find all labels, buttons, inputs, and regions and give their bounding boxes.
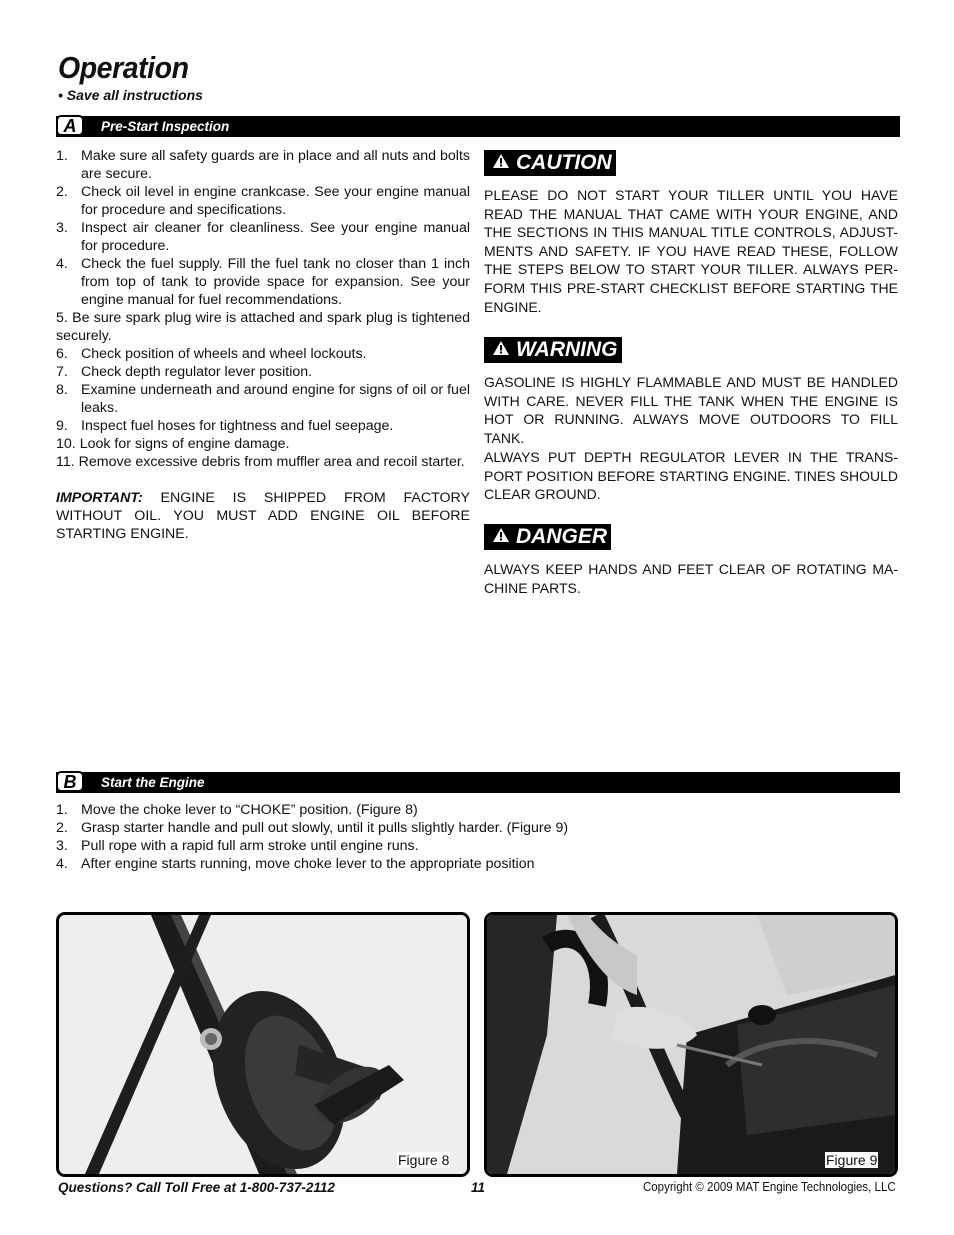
warning-text-1: GASOLINE IS HIGHLY FLAMMABLE AND MUST BE HANDLED WITH CARE. NEVER FILL THE TANK WHEN THE ENGINE IS HOT OR RUNNING. ALWAYS MOVE OUTDOORS TO FILL TANK. (484, 374, 898, 446)
caution-text: PLEASE DO NOT START YOUR TILLER UNTIL YOU HAVE READ THE MANUAL THAT CAME WITH YOUR ENGINE, AND THE SECTIONS IN THIS MANUAL TITLE CONTROLS, ADJUST-MENTS AND SAFETY. IF YOU HAVE READ THESE, FOLLOW THE STEPS BELOW TO START YOUR TILLER. ALWAYS PER-FORM THIS PRE-START CHECKLIST BEFORE STARTING THE ENGINE. (484, 187, 898, 315)
item-text: Inspect air cleaner for cleanliness. See your engine manual for procedure. (81, 220, 470, 254)
list-item (56, 309, 470, 345)
item-number: 3. (56, 220, 68, 236)
important-text: ENGINE IS SHIPPED FROM FACTORY WITHOUT OIL. YOU MUST ADD ENGINE OIL BEFORE STARTING ENGINE. (56, 490, 470, 542)
item-number: 5. (56, 310, 68, 326)
item-text: Check oil level in engine crankcase. See your engine manual for procedure and specifications. (81, 184, 470, 218)
danger-label: DANGER (516, 525, 608, 548)
item-number: 1. (56, 802, 68, 818)
page-number: 11 (471, 1180, 486, 1195)
list-item (56, 855, 856, 873)
item-text: Pull rope with a rapid full arm stroke until engine runs. (81, 838, 419, 854)
section-a-header (56, 116, 900, 137)
item-text: Make sure all safety guards are in place and all nuts and bolts are secure. (81, 148, 470, 182)
section-a-label: Pre-Start Inspection (101, 119, 230, 134)
item-number: 4. (56, 856, 68, 872)
warning-triangle-icon (492, 153, 510, 169)
list-item (56, 819, 856, 837)
item-number: 1. (56, 148, 68, 164)
list-item (56, 345, 470, 363)
item-text: Check depth regulator lever position. (81, 364, 313, 380)
caution-header (484, 150, 616, 176)
item-number: 10. (56, 436, 76, 452)
footer-questions: Questions? Call Toll Free at 1-800-737-2112 (58, 1180, 335, 1195)
item-text: After engine starts running, move choke lever to the appropriate position (81, 856, 535, 872)
list-item (56, 147, 470, 183)
warning-text-2: ALWAYS PUT DEPTH REGULATOR LEVER IN THE TRANS-PORT POSITION BEFORE STARTING ENGINE. TINES SHOULD CLEAR GROUND. (484, 449, 898, 503)
list-item (56, 381, 470, 417)
footer-copyright: Copyright © 2009 MAT Engine Technologies, LLC (643, 1180, 896, 1194)
item-text: Remove excessive debris from muffler area and recoil starter. (78, 454, 465, 470)
figure-9-caption: Figure 9 (826, 1152, 878, 1168)
warning-triangle-icon (492, 527, 510, 543)
section-b-label: Start the Engine (101, 775, 205, 790)
danger-header (484, 524, 611, 550)
item-number: 7. (56, 364, 68, 380)
warning-triangle-icon (492, 340, 510, 356)
item-number: 4. (56, 256, 68, 272)
item-number: 9. (56, 418, 68, 434)
section-a-letter: A (56, 115, 84, 136)
item-number: 2. (56, 184, 68, 200)
list-item (56, 183, 470, 219)
figure-8 (56, 912, 470, 1177)
warning-label: WARNING (516, 338, 618, 361)
page-title: Operation (58, 50, 189, 85)
list-item (56, 219, 470, 255)
item-text: Check the fuel supply. Fill the fuel tank no closer than 1 inch from top of tank to provide space for expansion. See your engine manual for fuel recommendations. (81, 256, 470, 308)
section-b-letter: B (56, 771, 84, 792)
item-number: 3. (56, 838, 68, 854)
page-subtitle: • Save all instructions (58, 87, 203, 103)
figure-8-caption: Figure 8 (398, 1152, 450, 1168)
item-number: 11. (56, 454, 75, 470)
list-item (56, 255, 470, 309)
important-label: IMPORTANT: (56, 490, 143, 506)
choke-lever-photo (59, 915, 467, 1174)
item-number: 8. (56, 382, 68, 398)
list-item (56, 837, 856, 855)
item-text: Check position of wheels and wheel lockouts. (81, 346, 367, 362)
item-text: Move the choke lever to “CHOKE” position. (Figure 8) (81, 802, 418, 818)
figure-9 (484, 912, 898, 1177)
list-item (56, 363, 470, 381)
item-number: 6. (56, 346, 68, 362)
list-item (56, 417, 470, 435)
item-text: Be sure spark plug wire is attached and spark plug is tightened securely. (56, 310, 470, 344)
list-item (56, 453, 470, 471)
item-number: 2. (56, 820, 68, 836)
start-engine-steps (56, 801, 856, 873)
section-b-header (56, 772, 900, 793)
list-item (56, 801, 856, 819)
danger-text: ALWAYS KEEP HANDS AND FEET CLEAR OF ROTATING MA-CHINE PARTS. (484, 561, 898, 596)
warning-header (484, 337, 622, 363)
list-item (56, 435, 470, 453)
caution-label: CAUTION (516, 151, 612, 174)
pull-starter-photo (487, 915, 895, 1174)
item-text: Inspect fuel hoses for tightness and fuel seepage. (81, 418, 394, 434)
item-text: Examine underneath and around engine for signs of oil or fuel leaks. (81, 382, 470, 416)
important-note (56, 489, 470, 543)
pre-start-list (56, 147, 470, 543)
item-text: Grasp starter handle and pull out slowly, until it pulls slightly harder. (Figure 9) (81, 820, 569, 836)
item-text: Look for signs of engine damage. (79, 436, 290, 452)
